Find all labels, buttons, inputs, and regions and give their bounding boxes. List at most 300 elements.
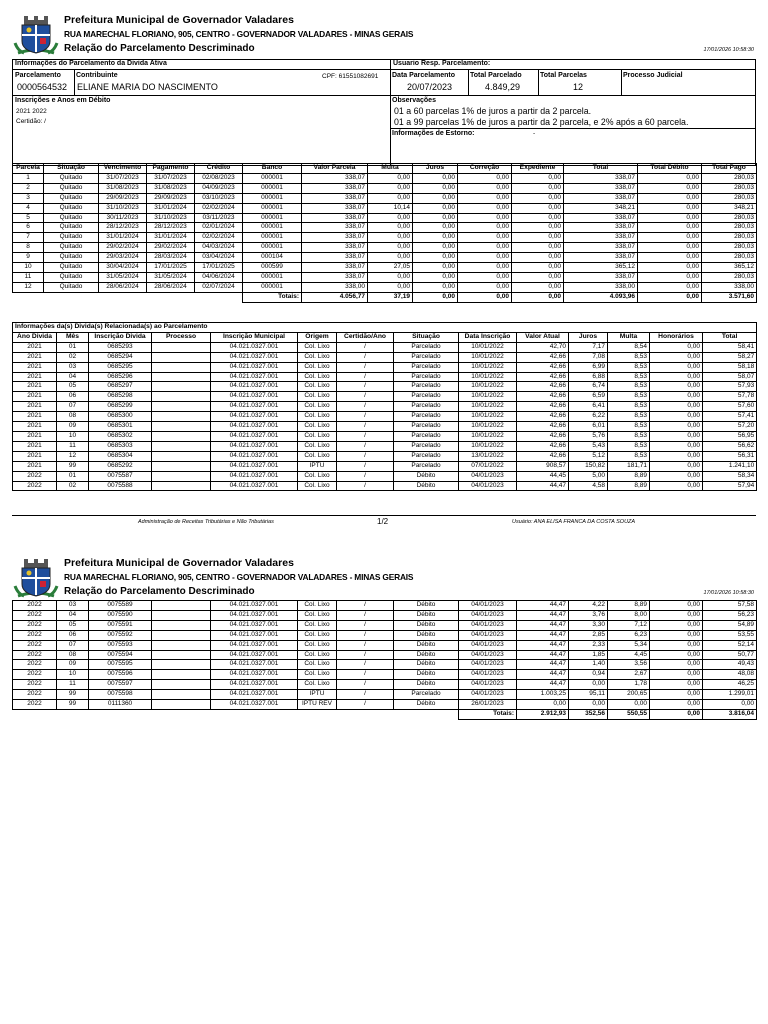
- parcela-cell: 31/05/2024: [147, 272, 195, 282]
- divida-cell: Col. Lixo: [298, 471, 337, 481]
- divida-cell: 10/01/2022: [459, 412, 517, 422]
- divida-cell: 04.021.0327.001: [211, 650, 298, 660]
- divida-cell: 10/01/2022: [459, 352, 517, 362]
- dividas-col-header: Valor Atual: [517, 332, 569, 342]
- divida-cell: 6,22: [569, 412, 608, 422]
- divida-cell: 04/01/2023: [459, 680, 517, 690]
- dividas-col-header: Processo: [152, 332, 211, 342]
- parcela-cell: 0,00: [512, 213, 564, 223]
- parcela-cell: Quitado: [44, 243, 99, 253]
- parcela-cell: 0,00: [413, 272, 458, 282]
- divida-cell: 10/01/2022: [459, 362, 517, 372]
- divida-cell: 57,94: [703, 481, 757, 491]
- divida-cell: 2022: [13, 630, 57, 640]
- divida-cell: 0685300: [89, 412, 152, 422]
- parcela-cell: Quitado: [44, 282, 99, 292]
- divida-cell: 02: [57, 481, 89, 491]
- divida-cell: 0685294: [89, 352, 152, 362]
- divida-cell: 5,34: [608, 640, 650, 650]
- divida-cell: 01: [57, 471, 89, 481]
- divida-total-cell: 2.912,93: [517, 709, 569, 719]
- divida-cell: 0075594: [89, 650, 152, 660]
- divida-cell: Col. Lixo: [298, 620, 337, 630]
- divida-cell: 26/01/2023: [459, 700, 517, 710]
- divida-cell: 0,00: [569, 680, 608, 690]
- divida-cell: Parcelado: [394, 422, 459, 432]
- parcela-cell: 02/08/2023: [195, 173, 243, 183]
- parcela-cell: 0,00: [368, 213, 413, 223]
- divida-cell: 0,00: [650, 372, 703, 382]
- divida-cell: 908,57: [517, 461, 569, 471]
- parcela-row: [13, 213, 757, 223]
- divida-cell: 0685297: [89, 382, 152, 392]
- data-parcelamento-label: Data Parcelamento: [392, 72, 456, 79]
- divida-cell: 04.021.0327.001: [211, 431, 298, 441]
- divida-cell: 4,22: [569, 601, 608, 611]
- divida-cell: Parcelado: [394, 431, 459, 441]
- parcela-cell: 31/01/2024: [147, 233, 195, 243]
- divida-cell: 04.021.0327.001: [211, 342, 298, 352]
- divida-cell: [152, 650, 211, 660]
- divida-cell: 7,12: [608, 620, 650, 630]
- divida-cell: 04.021.0327.001: [211, 700, 298, 710]
- parcela-cell: 338,07: [564, 213, 638, 223]
- parcela-cell: 28/06/2024: [99, 282, 147, 292]
- divida-cell: Parcelado: [394, 372, 459, 382]
- parcela-cell: Quitado: [44, 272, 99, 282]
- parcela-row: [13, 272, 757, 282]
- divida-row: [13, 342, 757, 352]
- parcela-cell: 0,00: [413, 203, 458, 213]
- divida-cell: 44,45: [517, 471, 569, 481]
- parcela-total-cell: 0,00: [413, 292, 458, 302]
- divida-cell: 12: [57, 451, 89, 461]
- parcela-cell: 338,07: [564, 243, 638, 253]
- parcela-row: [13, 183, 757, 193]
- parcela-row: [13, 282, 757, 292]
- divida-cell: Débito: [394, 601, 459, 611]
- parcela-cell: 0,00: [368, 183, 413, 193]
- divida-cell: [152, 431, 211, 441]
- divida-row: [13, 670, 757, 680]
- divida-cell: 0,00: [650, 431, 703, 441]
- parcela-cell: 27,05: [368, 263, 413, 273]
- divida-cell: 0075590: [89, 610, 152, 620]
- divida-cell: 0075593: [89, 640, 152, 650]
- divida-cell: 04.021.0327.001: [211, 610, 298, 620]
- parcela-cell: 280,03: [702, 173, 757, 183]
- divida-cell: 0,00: [650, 650, 703, 660]
- parcela-cell: 31/10/2023: [147, 213, 195, 223]
- parcela-cell: Quitado: [44, 233, 99, 243]
- divida-cell: 2021: [13, 352, 57, 362]
- divida-cell: 0685295: [89, 362, 152, 372]
- divida-cell: 2022: [13, 481, 57, 491]
- divida-cell: /: [337, 422, 394, 432]
- divida-cell: [152, 392, 211, 402]
- divida-cell: 02: [57, 352, 89, 362]
- parcela-cell: 2: [13, 183, 44, 193]
- divida-cell: 8,53: [608, 422, 650, 432]
- dividas-table-wrap: [12, 322, 756, 491]
- divida-cell: 04.021.0327.001: [211, 382, 298, 392]
- divida-cell: [152, 601, 211, 611]
- dividas-col-header: Ano Divida: [13, 332, 57, 342]
- divida-cell: 0,00: [608, 700, 650, 710]
- divida-cell: 2022: [13, 620, 57, 630]
- divida-cell: 2022: [13, 680, 57, 690]
- parcela-cell: 0,00: [368, 233, 413, 243]
- parcela-cell: 000001: [243, 272, 302, 282]
- parcela-cell: 03/04/2024: [195, 253, 243, 263]
- divida-cell: 0,00: [650, 690, 703, 700]
- divida-cell: [152, 412, 211, 422]
- parcela-cell: Quitado: [44, 263, 99, 273]
- divida-cell: 50,77: [703, 650, 757, 660]
- parcela-cell: 338,07: [564, 223, 638, 233]
- divida-cell: 10/01/2022: [459, 402, 517, 412]
- parcela-cell: 338,07: [302, 263, 368, 273]
- divida-cell: Col. Lixo: [298, 640, 337, 650]
- divida-cell: 04.021.0327.001: [211, 690, 298, 700]
- total-parcelas-value: 12: [573, 82, 584, 92]
- divida-cell: Col. Lixo: [298, 412, 337, 422]
- divida-row: [13, 640, 757, 650]
- parcela-cell: 338,00: [564, 282, 638, 292]
- divida-cell: 44,47: [517, 680, 569, 690]
- parcela-cell: 02/01/2024: [195, 223, 243, 233]
- parcelas-col-header: Expediente: [512, 164, 564, 174]
- parcela-total-cell: 0,00: [512, 292, 564, 302]
- divida-cell: /: [337, 441, 394, 451]
- divida-cell: Col. Lixo: [298, 431, 337, 441]
- divida-cell: 8,89: [608, 601, 650, 611]
- totals-label: Totais:: [243, 292, 302, 302]
- divida-cell: 08: [57, 650, 89, 660]
- divida-cell: 99: [57, 700, 89, 710]
- dividas-col-header: Mês: [57, 332, 89, 342]
- data-parcelamento-value: 20/07/2023: [407, 82, 453, 92]
- parcela-cell: 0,00: [413, 263, 458, 273]
- parcela-cell: 0,00: [638, 183, 702, 193]
- divida-cell: 04.021.0327.001: [211, 402, 298, 412]
- parcela-cell: 280,03: [702, 253, 757, 263]
- divida-cell: 0685298: [89, 392, 152, 402]
- divida-cell: /: [337, 461, 394, 471]
- divida-cell: 8,53: [608, 352, 650, 362]
- divida-cell: IPTU: [298, 461, 337, 471]
- divida-cell: 2021: [13, 431, 57, 441]
- divida-cell: /: [337, 372, 394, 382]
- divida-cell: 11: [57, 441, 89, 451]
- divida-cell: 200,65: [608, 690, 650, 700]
- divida-cell: 04/01/2023: [459, 610, 517, 620]
- totals-label: Totais:: [459, 709, 517, 719]
- divida-cell: Parcelado: [394, 441, 459, 451]
- parcela-cell: 348,21: [702, 203, 757, 213]
- divida-cell: Parcelado: [394, 352, 459, 362]
- divida-cell: 44,47: [517, 601, 569, 611]
- parcela-cell: 0,00: [458, 263, 512, 273]
- parcela-cell: 0,00: [512, 223, 564, 233]
- divida-cell: 42,66: [517, 382, 569, 392]
- parcelas-table: [12, 163, 757, 303]
- parcela-cell: 000001: [243, 223, 302, 233]
- divida-cell: 0075596: [89, 670, 152, 680]
- divida-cell: 04.021.0327.001: [211, 640, 298, 650]
- divida-row: [13, 431, 757, 441]
- divida-cell: 10: [57, 431, 89, 441]
- parcela-cell: 0,00: [413, 183, 458, 193]
- dividas-col-header: Honorários: [650, 332, 703, 342]
- divida-cell: Col. Lixo: [298, 402, 337, 412]
- parcela-cell: 04/06/2024: [195, 272, 243, 282]
- parcela-cell: 338,07: [302, 243, 368, 253]
- divida-row: [13, 441, 757, 451]
- divida-cell: 42,66: [517, 422, 569, 432]
- divida-cell: 04.021.0327.001: [211, 670, 298, 680]
- divida-cell: 0,00: [650, 620, 703, 630]
- parcela-cell: 31/05/2024: [99, 272, 147, 282]
- certidao-value: Certidão: /: [16, 118, 46, 125]
- divida-cell: 03: [57, 362, 89, 372]
- divida-cell: 10/01/2022: [459, 382, 517, 392]
- parcela-total-cell: 4.093,96: [564, 292, 638, 302]
- divida-cell: Col. Lixo: [298, 352, 337, 362]
- divida-cell: 10/01/2022: [459, 431, 517, 441]
- divida-cell: [152, 670, 211, 680]
- dividas-col-header: Inscrição Divida: [89, 332, 152, 342]
- divida-cell: 04.021.0327.001: [211, 352, 298, 362]
- divida-cell: 0,00: [650, 342, 703, 352]
- divida-cell: 10/01/2022: [459, 441, 517, 451]
- divida-cell: 1,40: [569, 660, 608, 670]
- divida-cell: /: [337, 700, 394, 710]
- parcela-cell: 29/09/2023: [99, 193, 147, 203]
- divida-cell: /: [337, 431, 394, 441]
- divida-cell: Parcelado: [394, 392, 459, 402]
- parcelamento-number: 0000564532: [17, 82, 68, 92]
- parcela-cell: 02/02/2024: [195, 203, 243, 213]
- divida-cell: /: [337, 670, 394, 680]
- divida-cell: 2022: [13, 610, 57, 620]
- divida-cell: 04.021.0327.001: [211, 481, 298, 491]
- divida-cell: /: [337, 620, 394, 630]
- divida-cell: 42,66: [517, 402, 569, 412]
- divida-cell: 57,41: [703, 412, 757, 422]
- parcelas-col-header: Pagamento: [147, 164, 195, 174]
- divida-cell: 0075588: [89, 481, 152, 491]
- divida-cell: 05: [57, 382, 89, 392]
- divida-cell: 8,00: [608, 610, 650, 620]
- divida-cell: 0685304: [89, 451, 152, 461]
- divida-cell: 04.021.0327.001: [211, 422, 298, 432]
- divida-cell: 0,00: [650, 471, 703, 481]
- divida-cell: 5,00: [569, 471, 608, 481]
- divida-cell: 6,74: [569, 382, 608, 392]
- divida-cell: 42,66: [517, 352, 569, 362]
- divida-cell: 44,47: [517, 650, 569, 660]
- divida-cell: [152, 372, 211, 382]
- divida-cell: Débito: [394, 640, 459, 650]
- parcela-cell: 29/03/2024: [99, 253, 147, 263]
- divida-cell: 48,08: [703, 670, 757, 680]
- divida-cell: 4,58: [569, 481, 608, 491]
- divida-cell: 0,00: [650, 610, 703, 620]
- divida-cell: 0,00: [569, 700, 608, 710]
- divida-cell: 58,34: [703, 471, 757, 481]
- parcela-cell: 0,00: [512, 243, 564, 253]
- parcela-cell: 0,00: [368, 272, 413, 282]
- divida-row: [13, 382, 757, 392]
- parcela-cell: 0,00: [638, 282, 702, 292]
- divida-cell: 04/01/2023: [459, 481, 517, 491]
- divida-cell: 44,47: [517, 640, 569, 650]
- report-title: Relação do Parcelamento Descriminado: [64, 586, 255, 597]
- parcelas-col-header: Multa: [368, 164, 413, 174]
- parcela-cell: 29/02/2024: [99, 243, 147, 253]
- divida-cell: [152, 640, 211, 650]
- divida-cell: Débito: [394, 670, 459, 680]
- parcela-cell: 10: [13, 263, 44, 273]
- divida-cell: 8,89: [608, 471, 650, 481]
- divida-cell: 1.299,01: [703, 690, 757, 700]
- parcela-cell: 280,03: [702, 272, 757, 282]
- divida-cell: 04: [57, 610, 89, 620]
- dividas-table-continued: [12, 600, 757, 720]
- parcela-cell: 8: [13, 243, 44, 253]
- parcela-cell: 29/09/2023: [147, 193, 195, 203]
- parcela-cell: 0,00: [413, 173, 458, 183]
- coat-of-arms-icon: [12, 556, 60, 600]
- parcela-cell: 365,12: [564, 263, 638, 273]
- divida-row: [13, 700, 757, 710]
- divida-cell: 0,00: [650, 680, 703, 690]
- parcela-cell: 0,00: [413, 213, 458, 223]
- divida-cell: /: [337, 650, 394, 660]
- parcela-cell: 9: [13, 253, 44, 263]
- parcela-total-cell: 4.056,77: [302, 292, 368, 302]
- parcela-cell: 000001: [243, 183, 302, 193]
- divida-cell: 04.021.0327.001: [211, 471, 298, 481]
- divida-cell: 0,00: [650, 412, 703, 422]
- divida-cell: 0075595: [89, 660, 152, 670]
- divida-cell: 42,66: [517, 431, 569, 441]
- dividas-col-header: Multa: [608, 332, 650, 342]
- divida-cell: 54,89: [703, 620, 757, 630]
- divida-cell: Parcelado: [394, 402, 459, 412]
- parcela-cell: 000001: [243, 282, 302, 292]
- divida-cell: Col. Lixo: [298, 650, 337, 660]
- divida-cell: 5,12: [569, 451, 608, 461]
- divida-cell: Parcelado: [394, 362, 459, 372]
- divida-cell: 04.021.0327.001: [211, 660, 298, 670]
- observacao-line-2: 01 a 99 parcelas 1% de juros a partir da 2 parcela, e 2% após a 60 parcela.: [394, 117, 689, 127]
- divida-cell: 07/01/2022: [459, 461, 517, 471]
- parcela-cell: 0,00: [458, 203, 512, 213]
- divida-cell: Parcelado: [394, 451, 459, 461]
- info-section-title: Informações do Parcelamento da Divida Ativa: [15, 60, 167, 67]
- total-parcelado-value: 4.849,29: [485, 82, 521, 92]
- parcela-cell: 338,07: [302, 203, 368, 213]
- divida-cell: 0075589: [89, 601, 152, 611]
- parcela-cell: 04/09/2023: [195, 183, 243, 193]
- parcela-cell: 28/12/2023: [147, 223, 195, 233]
- divida-cell: 8,53: [608, 441, 650, 451]
- parcela-cell: 0,00: [512, 203, 564, 213]
- divida-cell: 0,00: [650, 461, 703, 471]
- divida-cell: 57,93: [703, 382, 757, 392]
- divida-cell: /: [337, 680, 394, 690]
- parcela-cell: 0,00: [368, 173, 413, 183]
- city-hall-address: RUA MARECHAL FLORIANO, 905, CENTRO - GOVERNADOR VALADARES - MINAS GERAIS: [64, 29, 414, 39]
- parcelas-col-header: Correção: [458, 164, 512, 174]
- divida-cell: 04: [57, 372, 89, 382]
- divida-cell: /: [337, 660, 394, 670]
- divida-row: [13, 352, 757, 362]
- divida-cell: 04/01/2023: [459, 690, 517, 700]
- divida-cell: 6,59: [569, 392, 608, 402]
- divida-cell: 0,00: [650, 362, 703, 372]
- parcelas-col-header: Total Débito: [638, 164, 702, 174]
- parcela-cell: 338,07: [564, 183, 638, 193]
- parcela-cell: 0,00: [413, 233, 458, 243]
- info-block: [12, 59, 756, 166]
- parcela-cell: 338,07: [564, 173, 638, 183]
- spacer-cell: [13, 292, 243, 302]
- parcela-cell: 338,07: [302, 193, 368, 203]
- footer-department: Administração de Receitas Tributárias e Não Tributárias: [138, 519, 274, 525]
- divida-cell: Col. Lixo: [298, 342, 337, 352]
- divida-cell: 0,94: [569, 670, 608, 680]
- divida-cell: 0,00: [650, 382, 703, 392]
- divida-cell: 58,27: [703, 352, 757, 362]
- divida-cell: 52,14: [703, 640, 757, 650]
- parcela-cell: 000001: [243, 203, 302, 213]
- divida-cell: Débito: [394, 680, 459, 690]
- divida-row: [13, 620, 757, 630]
- divida-cell: 0,00: [517, 700, 569, 710]
- divida-total-cell: 0,00: [650, 709, 703, 719]
- divida-cell: 150,82: [569, 461, 608, 471]
- parcela-cell: 0,00: [368, 253, 413, 263]
- parcela-cell: 0,00: [368, 243, 413, 253]
- parcela-cell: 6: [13, 223, 44, 233]
- divida-cell: 0685303: [89, 441, 152, 451]
- parcela-cell: 0,00: [458, 233, 512, 243]
- parcela-cell: 31/07/2023: [147, 173, 195, 183]
- divida-cell: 1.003,25: [517, 690, 569, 700]
- divida-cell: 04.021.0327.001: [211, 620, 298, 630]
- divida-cell: Parcelado: [394, 690, 459, 700]
- divida-cell: 5,76: [569, 431, 608, 441]
- divida-cell: 2021: [13, 412, 57, 422]
- divida-cell: 04.021.0327.001: [211, 630, 298, 640]
- divida-cell: 0685301: [89, 422, 152, 432]
- divida-cell: /: [337, 601, 394, 611]
- parcela-cell: 0,00: [368, 223, 413, 233]
- dividas-col-header: Situação: [394, 332, 459, 342]
- parcela-cell: 280,03: [702, 233, 757, 243]
- report-header-2: [12, 555, 756, 601]
- divida-cell: 42,66: [517, 441, 569, 451]
- divida-cell: 0,00: [650, 640, 703, 650]
- parcelas-table-wrap: [12, 163, 756, 303]
- divida-row: [13, 690, 757, 700]
- parcelas-totals-row: [13, 292, 757, 302]
- divida-cell: 2021: [13, 382, 57, 392]
- divida-cell: 56,23: [703, 610, 757, 620]
